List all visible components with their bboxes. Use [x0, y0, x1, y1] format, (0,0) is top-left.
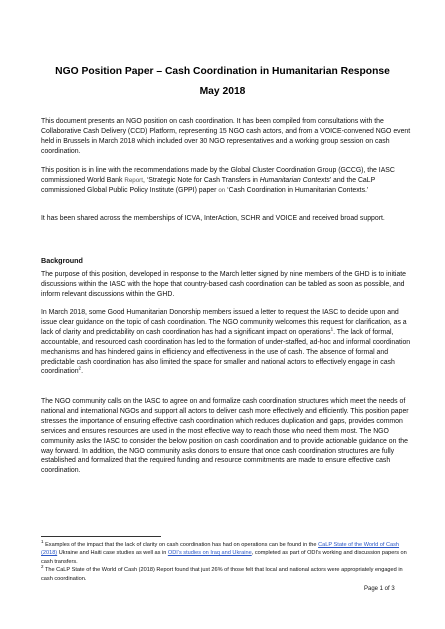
intro-p2-italic-title: Humanitarian Contexts — [259, 176, 330, 184]
intro-p2-text-c: ’ and the CaLP commissioned Global Public Policy Institute (GPPI) paper — [41, 176, 376, 194]
footnote-1-number: 1 — [41, 539, 44, 545]
intro-p2-text-b: , ‘Strategic Note for Cash Transfers in — [142, 176, 260, 184]
footnote-ref-2[interactable]: 2 — [78, 366, 82, 372]
footnotes — [41, 541, 413, 583]
footnote-divider — [41, 536, 161, 537]
intro-p2-text-d: ‘Cash Coordination in Humanitarian Contexts.’ — [225, 186, 369, 194]
footnote-ref-1[interactable]: 1 — [330, 326, 334, 332]
calp-report-link[interactable]: CaLP State of the World of Cash (2018) — [41, 542, 400, 557]
background-paragraph-3: The NGO community calls on the IASC to agree on and formalize cash coordination structures which meet the needs of national and international NGOs and support all actors to deliver cash more effectively and efficiently. This position paper stresses the importance of ensuring effective cash coordination which reduces duplication and gaps, provides common services and ensures resources are used in the most effective way to reach those who need them most. The NGO community asks the IASC to consider the below position on cash coordination and to provide actionable guidance on the way forward. In addition, the NGO community asks donors to ensure that once cash coordination structures are fully established and formalized that the required funding and resource commitments are made to ensure effective cash coordination. — [41, 398, 409, 475]
footnote-1-text-c: , completed as part of ODI’s working and discussion papers on cash transfers. — [41, 550, 407, 565]
intro-p2-on-word: on — [218, 186, 226, 194]
footnote-2-number: 2 — [41, 564, 44, 570]
footnote-2-text: The CaLP State of the World of Cash (2018) Report found that just 26% of those felt that local and national actors were appropriately engaged in cash coordination. — [41, 567, 403, 582]
background-heading: Background — [41, 256, 83, 265]
document-title: NGO Position Paper – Cash Coordination in Humanitarian Response — [55, 66, 390, 77]
bg-p2-text-a: In March 2018, some Good Humanitarian Donorship members issued a letter to request the IASC to decide upon and issue clear guidance on the topic of cash coordination. The NGO community welcomes this request for clarification, as a lack of clarity and predictability on cash coordination has had a significant impact on operations — [41, 309, 407, 336]
footnote-1-text-b: Ukraine and Haiti case studies as well as in — [57, 550, 168, 557]
background-paragraph-1: The purpose of this position, developed in response to the March letter signed by nine members of the GHD is to initiate discussions within the IASC with the hope that country-based cash coordination can be tabled as soon as possible, and inform relevant discussions within the GHD. — [41, 271, 407, 298]
footnote-2 — [41, 566, 413, 583]
background-paragraph-2 — [41, 308, 411, 377]
footnote-1-text-a: Examples of the impact that the lack of clarity on cash coordination has had on operations can be found in the — [43, 542, 319, 548]
bg-p2-text-b: . The lack of formal, accountable, and resourced cash coordination has led to the formation of under-staffed, ad-hoc and informal coordination mechanisms and has hindered gains in efficiency and effectiveness in the use of cash. The absence of formal and predictable cash coordination has also limited the space for smaller and national actors to effectively engage in cash coordination — [41, 328, 411, 376]
bg-p2-text-c: . — [81, 368, 83, 376]
document-date: May 2018 — [199, 86, 246, 97]
intro-p2-text-a: This position is in line with the recommendations made by the Global Cluster Coordination Group (GCCG), the IASC commissioned World Bank — [41, 167, 395, 184]
intro-paragraph-3: It has been shared across the memberships of ICVA, InterAction, SCHR and VOICE and received broad support. — [41, 215, 385, 222]
odi-studies-link[interactable]: ODI’s studies on Iraq and Ukraine — [167, 550, 252, 557]
footnote-1 — [41, 541, 413, 566]
intro-p2-report-word: Report — [124, 176, 143, 184]
intro-paragraph-1: This document presents an NGO position on cash coordination. It has been compiled from consultations with the Collaborative Cash Delivery (CCD) Platform, representing 15 NGO cash actors, and from a VOICE-convened NGO event held in Brussels in March 2018 which included over 30 NGO representatives and a working group session on cash coordination. — [41, 118, 411, 155]
intro-paragraph-2 — [41, 166, 411, 196]
page-number: Page 1 of 3 — [364, 586, 395, 592]
